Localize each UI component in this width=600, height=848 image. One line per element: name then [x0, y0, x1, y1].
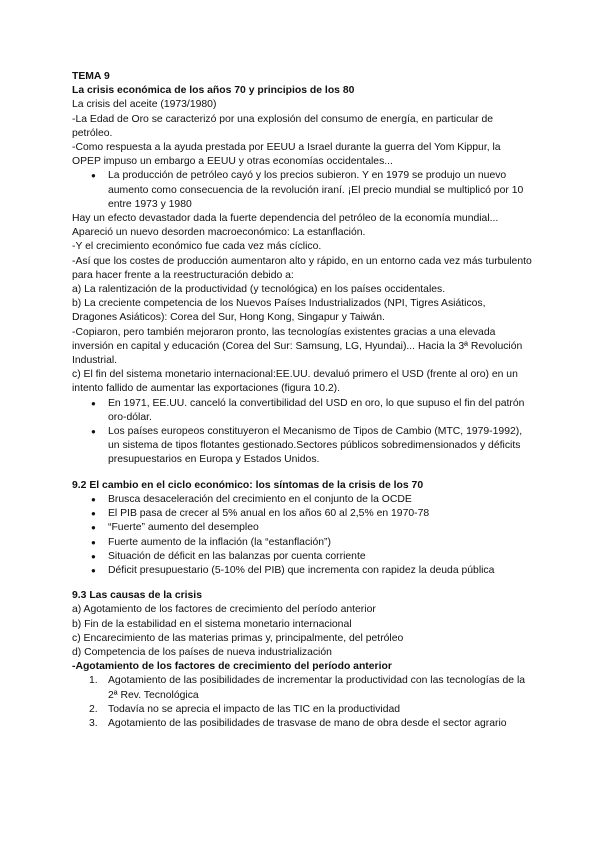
list-item	[72, 717, 532, 731]
numbered-list	[72, 674, 532, 731]
bullet-list	[72, 493, 532, 578]
list-item: ● Situación de déficit en las balanzas por cuenta corriente	[72, 550, 532, 564]
paragraph: a) La ralentización de la productividad (y tecnológica) en los países occidentales.	[72, 284, 446, 296]
paragraph: -Y el crecimiento económico fue cada vez más cíclico.	[72, 241, 322, 253]
paragraph: b) Fin de la estabilidad en el sistema monetario internacional	[72, 618, 352, 630]
bullet-list	[72, 397, 532, 468]
paragraph: d) Competencia de los países de nueva industrialización	[72, 646, 332, 658]
list-item: ● Déficit presupuestario (5-10% del PIB) que incrementa con rapidez la deuda pública	[72, 564, 532, 578]
tema-heading: TEMA 9	[72, 71, 110, 82]
list-number: 1.	[89, 675, 98, 687]
list-item: ● Los países europeos constituyeron el Mecanismo de Tipos de Cambio (MTC, 1979-1992), un sistema de tipos flotantes gestionado.Sectores públicos sobredimensionados y déficits presupuestarios en Europa y Estados Unidos.	[72, 425, 532, 468]
list-item: ● Brusca desaceleración del crecimiento en el conjunto de la OCDE	[72, 493, 532, 507]
list-item-text: Agotamiento de las posibilidades de incrementar la productividad con las tecnologías de la 2ª Rev. Tecnológica	[108, 675, 526, 701]
list-item	[72, 674, 532, 702]
paragraph: -Así que los costes de producción aumentaron alto y rápido, en un entorno cada vez más turbulento para hacer frente a la reestructuración debido a:	[72, 255, 532, 281]
paragraph: -Copiaron, pero también mejoraron pronto, las tecnologías existentes gracias a una elevada inversión en capital y educación (Corea del Sur: Samsung, LG, Hyundai)... Hacia la 3ª Revolución Industrial.	[72, 326, 523, 367]
paragraph: Hay un efecto devastador dada la fuerte dependencia del petróleo de la economía mundial... Apareció un nuevo desorden macroeconómico: La estanflación.	[72, 213, 499, 239]
bullet-list	[72, 169, 532, 212]
list-item: ● La producción de petróleo cayó y los precios subieron. Y en 1979 se produjo un nuevo aumento como consecuencia de la revolución iraní. ¡El precio mundial se multiplicó por 10 entre 1973 y 1980	[72, 169, 532, 212]
list-item: ● “Fuerte” aumento del desempleo	[72, 521, 532, 535]
list-number: 3.	[89, 717, 98, 729]
paragraph: c) El fin del sistema monetario internacional:EE.UU. devaluó primero el USD (frente al oro) en un intento fallido de aumentar las exportaciones (figura 10.2).	[72, 369, 518, 395]
page-title: La crisis económica de los años 70 y principios de los 80	[72, 85, 355, 97]
document-page	[72, 70, 532, 731]
section-heading: 9.2 El cambio en el ciclo económico: los síntomas de la crisis de los 70	[72, 479, 424, 491]
section-heading: 9.3 Las causas de la crisis	[72, 590, 202, 602]
paragraph: b) La creciente competencia de los Nuevos Países Industrializados (NPI, Tigres Asiáticos, Dragones Asiáticos): Corea del Sur, Hong Kong, Singapur y Taiwán.	[72, 298, 486, 324]
list-item-text: Agotamiento de las posibilidades de trasvase de mano de obra desde el sector agrario	[108, 717, 507, 729]
list-item: ● Fuerte aumento de la inflación (la “estanflación”)	[72, 536, 532, 550]
list-item: ● En 1971, EE.UU. canceló la convertibilidad del USD en oro, lo que supuso el fin del patrón oro-dólar.	[72, 397, 532, 425]
paragraph: a) Agotamiento de los factores de crecimiento del período anterior	[72, 604, 376, 616]
paragraph: -La Edad de Oro se caracterizó por una explosión del consumo de energía, en particular de petróleo.	[72, 113, 494, 139]
subtitle: La crisis del aceite (1973/1980)	[72, 99, 217, 111]
subsection-heading: -Agotamiento de los factores de crecimiento del período anterior	[72, 661, 392, 673]
list-item: ● El PIB pasa de crecer al 5% anual en los años 60 al 2,5% en 1970-78	[72, 507, 532, 521]
paragraph: -Como respuesta a la ayuda prestada por EEUU a Israel durante la guerra del Yom Kippur, la OPEP impuso un embargo a EEUU y otras economías occidentales...	[72, 142, 501, 168]
paragraph: c) Encarecimiento de las materias primas y, principalmente, del petróleo	[72, 632, 404, 644]
list-item	[72, 703, 532, 717]
list-number: 2.	[89, 703, 98, 715]
list-item-text: Todavía no se aprecia el impacto de las TIC en la productividad	[108, 703, 401, 715]
